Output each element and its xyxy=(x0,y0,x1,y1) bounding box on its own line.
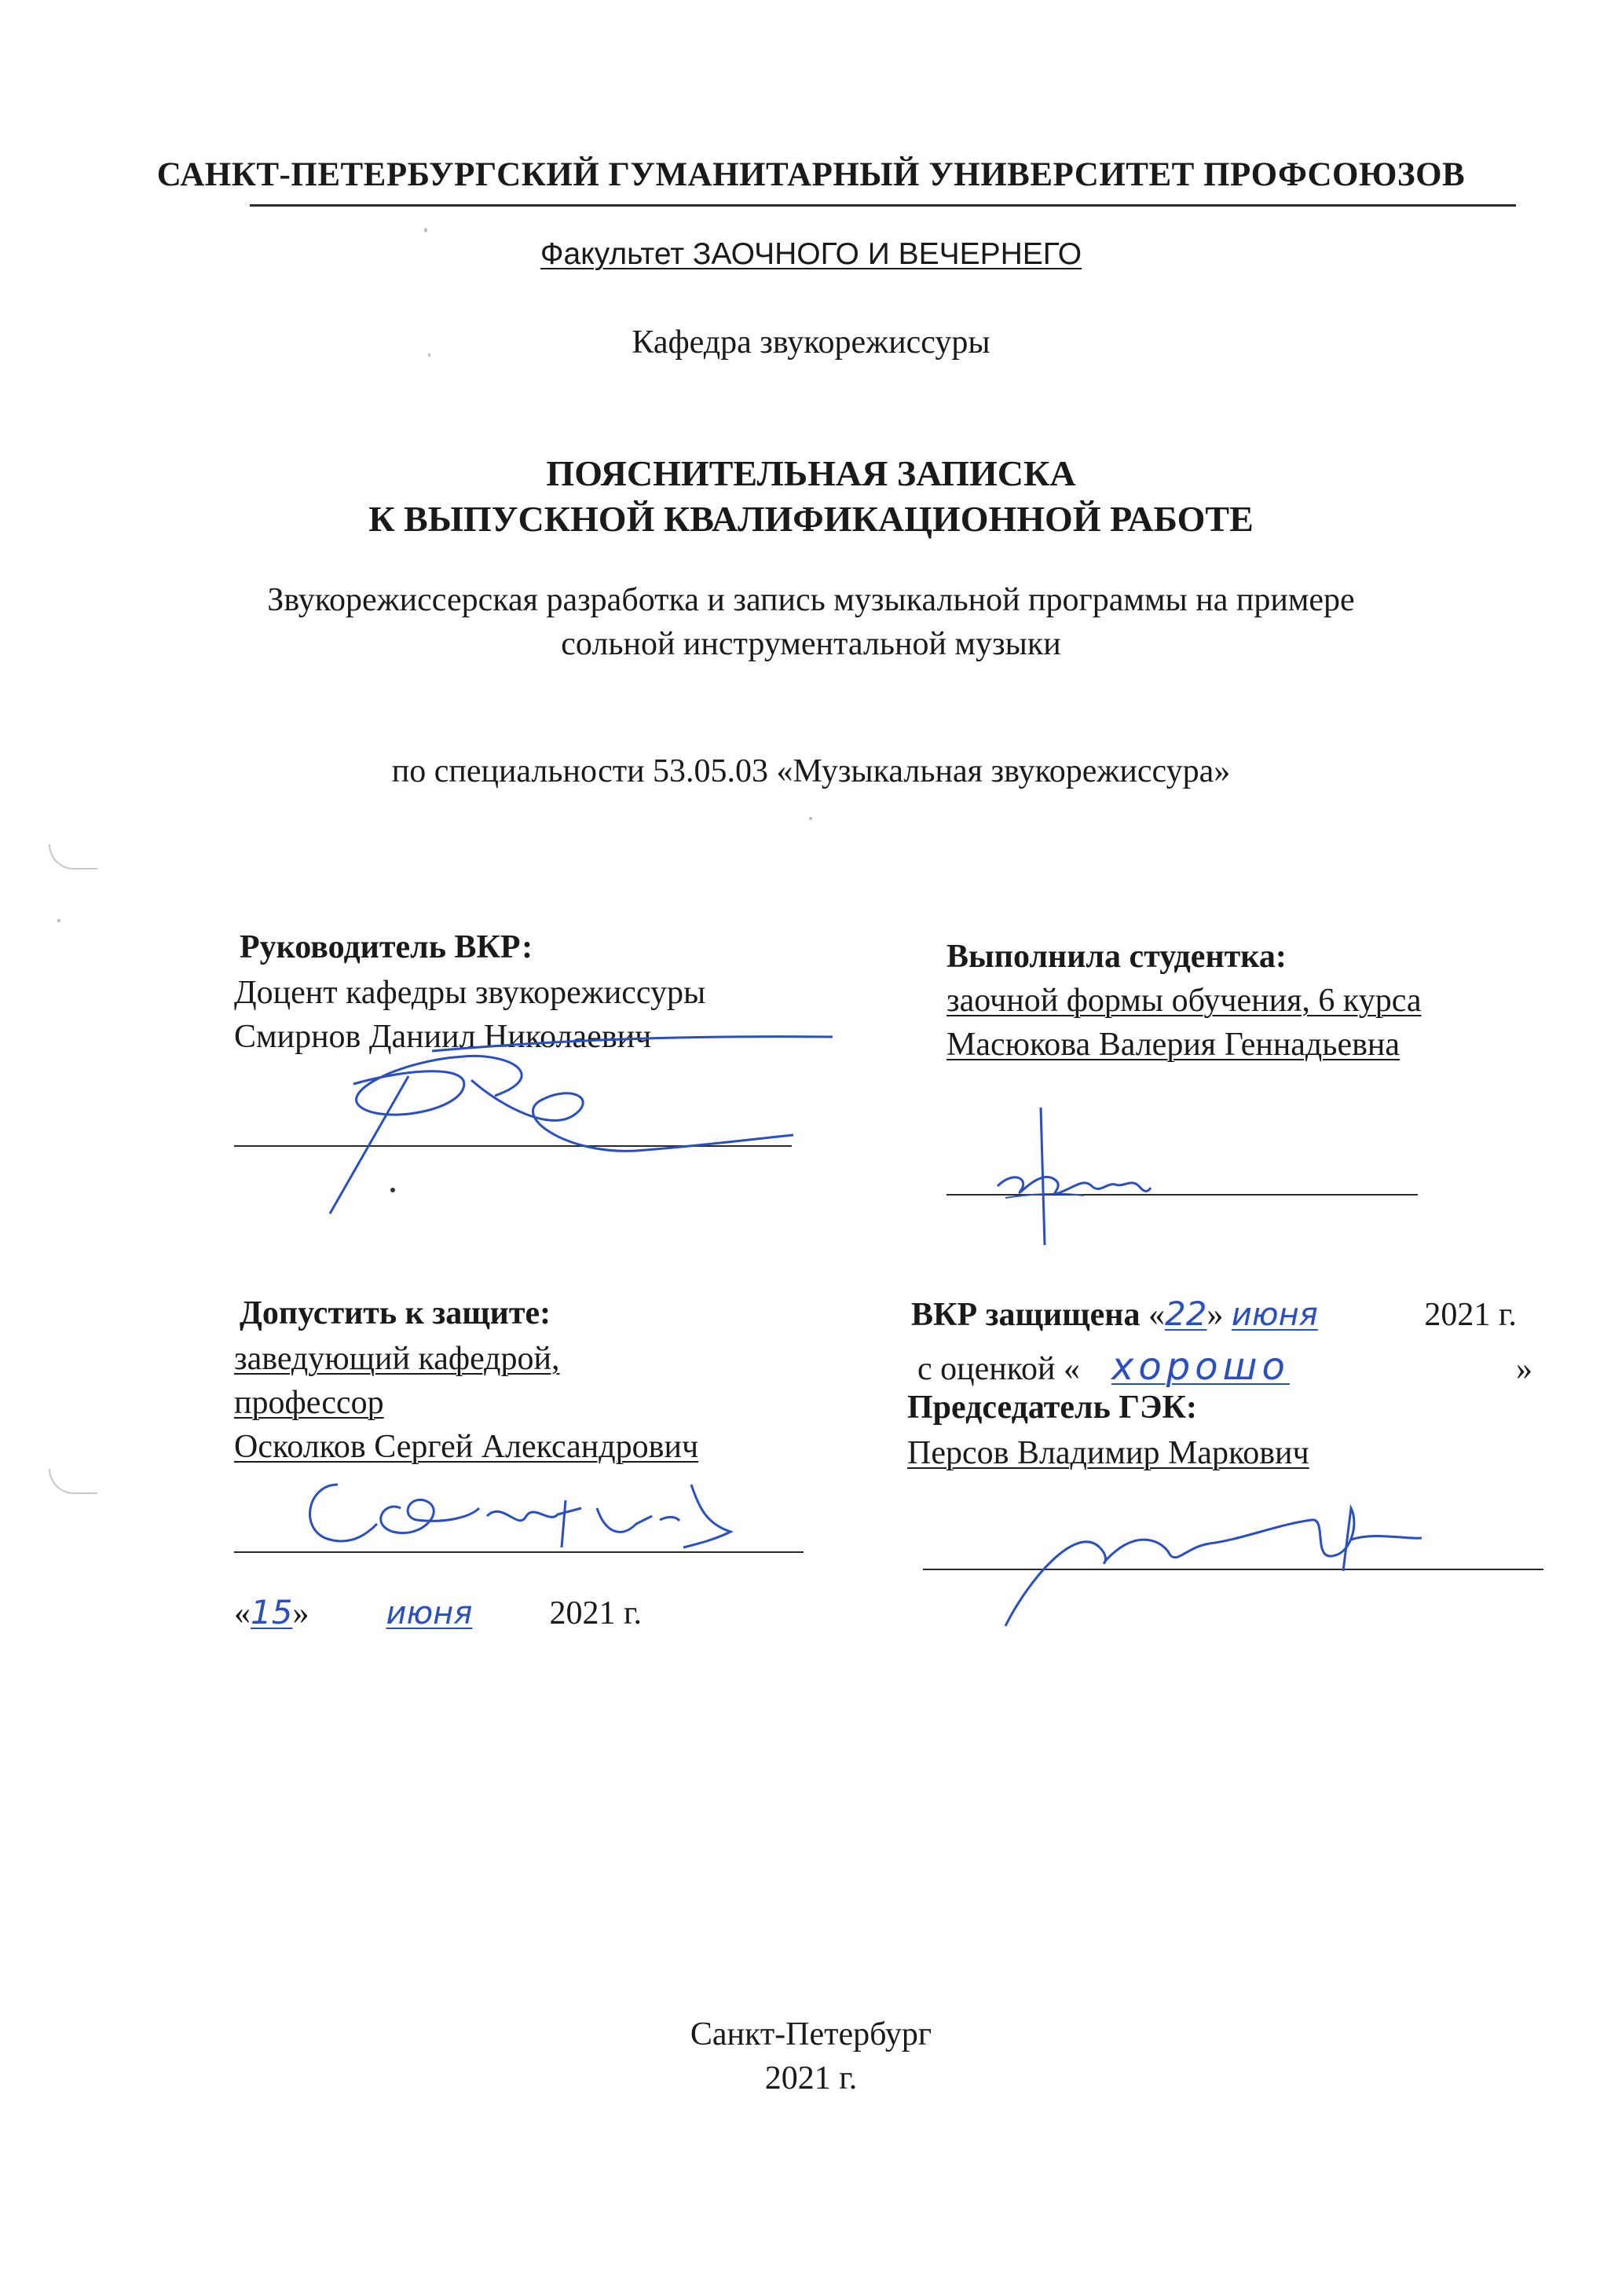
admission-day: 15 xyxy=(251,1593,293,1631)
admission-date xyxy=(234,1593,642,1632)
header-rule xyxy=(250,204,1516,207)
student-study-form: заочной формы обучения, 6 курса xyxy=(946,983,1422,1019)
defense-day: 22 xyxy=(1164,1294,1207,1333)
grade-line xyxy=(917,1345,1532,1389)
university-name: САНКТ-ПЕТЕРБУРГСКИЙ ГУМАНИТАРНЫЙ УНИВЕРСИТЕТ ПРОФСОЮЗОВ xyxy=(156,156,1466,193)
topic-line1: Звукорежиссерская разработка и запись музыкальной программы на примере xyxy=(267,582,1355,618)
supervisor-position: Доцент кафедры звукорежиссуры xyxy=(234,975,706,1011)
defense-label: ВКР защищена xyxy=(911,1297,1141,1333)
date-quote-close: » xyxy=(292,1595,309,1631)
topic-line2: сольной инструментальной музыки xyxy=(561,626,1061,662)
defense-quote-open: « xyxy=(1148,1297,1165,1333)
doc-title-line2: К ВЫПУСКНОЙ КВАЛИФИКАЦИОННОЙ РАБОТЕ xyxy=(368,499,1254,539)
gek-chair-name: Персов Владимир Маркович xyxy=(907,1435,1309,1471)
student-name: Масюкова Валерия Геннадьевна xyxy=(946,1027,1400,1063)
defense-line xyxy=(911,1294,1517,1334)
head-title: профессор xyxy=(234,1385,384,1421)
faculty-name: Факультет ЗАОЧНОГО И ВЕЧЕРНЕГО xyxy=(540,237,1082,271)
punch-hole-mark xyxy=(49,1469,97,1494)
student-signature xyxy=(982,1100,1186,1249)
doc-title-line1: ПОЯСНИТЕЛЬНАЯ ЗАПИСКА xyxy=(546,453,1076,493)
admission-label: Допустить к защите: xyxy=(240,1295,551,1331)
supervisor-label: Руководитель ВКР: xyxy=(240,929,533,965)
chair-signature xyxy=(982,1477,1532,1626)
defense-grade: хорошо xyxy=(1111,1345,1290,1389)
student-label: Выполнила студентка: xyxy=(946,939,1287,975)
defense-year: 2021 г. xyxy=(1424,1297,1517,1333)
department-name: Кафедра звукорежиссуры xyxy=(632,324,990,361)
head-role: заведующий кафедрой, xyxy=(234,1341,560,1377)
scan-speck xyxy=(809,817,812,820)
punch-hole-mark xyxy=(49,844,97,870)
grade-suffix: » xyxy=(1516,1351,1532,1387)
date-quote-open: « xyxy=(234,1595,251,1631)
admission-year: 2021 г. xyxy=(549,1595,642,1631)
gek-chair-label: Председатель ГЭК: xyxy=(907,1390,1197,1426)
specialty: по специальности 53.05.03 «Музыкальная звукорежиссура» xyxy=(391,753,1231,789)
footer-year: 2021 г. xyxy=(764,2060,858,2096)
admission-month: июня xyxy=(386,1595,473,1631)
scan-speck xyxy=(424,228,427,233)
supervisor-name: Смирнов Даниил Николаевич xyxy=(234,1019,652,1055)
scan-speck xyxy=(57,919,60,922)
grade-prefix: с оценкой « xyxy=(917,1351,1080,1387)
supervisor-signature xyxy=(314,1021,848,1225)
defense-quote-close: » xyxy=(1206,1297,1224,1333)
defense-month: июня xyxy=(1231,1297,1318,1333)
footer-city: Санкт-Петербург xyxy=(690,2016,932,2052)
head-name: Осколков Сергей Александрович xyxy=(234,1429,699,1465)
head-signature xyxy=(291,1461,762,1563)
